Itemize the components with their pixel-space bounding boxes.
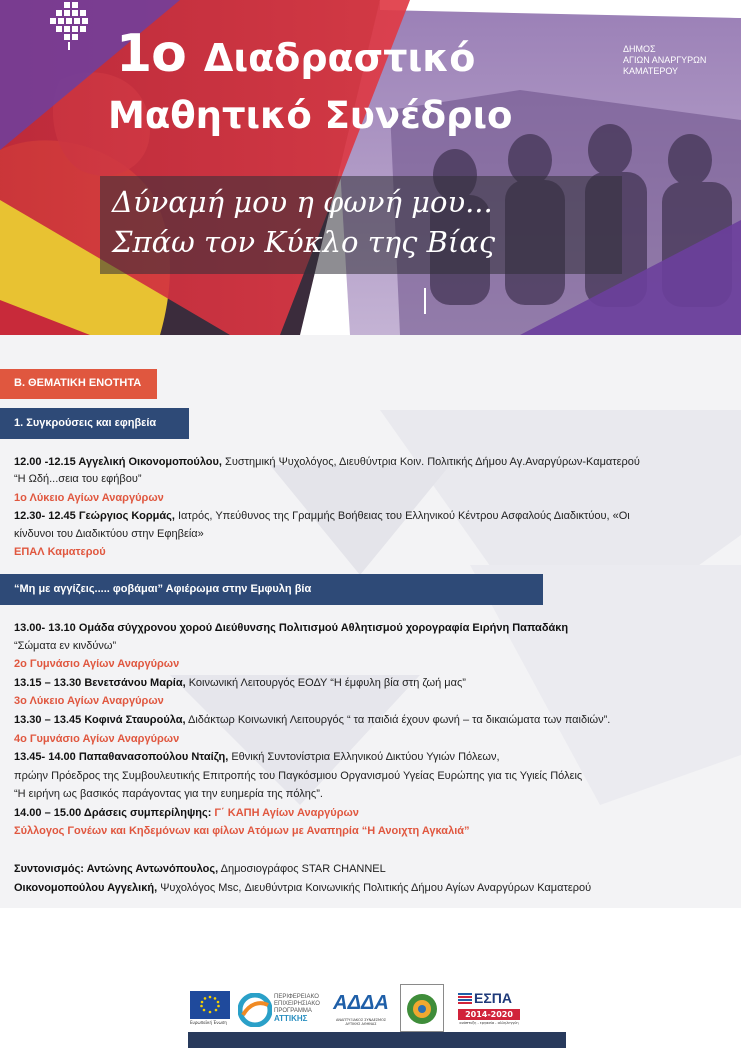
coordinator: Συντονισμός: Αντώνης Αντωνόπουλος,	[14, 863, 219, 875]
school-name: 1ο Λύκειο Αγίων Αναργύρων	[14, 492, 164, 504]
coordination-line1	[14, 862, 727, 876]
logo-line: ΑΓΙΩΝ ΑΝΑΡΓΥΡΩΝ	[623, 55, 707, 65]
coordination-line2	[14, 881, 727, 895]
speaker: 13.30 – 13.45 Κοφινά Σταυρούλα,	[14, 714, 186, 726]
footer-bar	[188, 1032, 566, 1048]
speaker: 12.00 -12.15 Αγγελική Οικονομοπούλου,	[14, 456, 222, 468]
hero-divider	[424, 288, 426, 314]
block2-line2: “Σώματα εν κινδύνω”	[14, 640, 117, 652]
speaker: 14.00 – 15.00 Δράσεις συμπερίληψης:	[14, 807, 212, 819]
globe-icon	[401, 985, 443, 1031]
speaker: 12.30- 12.45 Γεώργιος Κορμάς,	[14, 510, 175, 522]
school-name: 2ο Γυμνάσιο Αγίων Αναργύρων	[14, 658, 180, 670]
coordinator-desc: Ψυχολόγος Msc, Διευθύντρια Κοινωνικής Πολιτικής Δήμου Αγίων Αναργύρων Καματερού	[157, 882, 592, 894]
espa-years: 2014-2020	[458, 1009, 520, 1020]
eu-label: Ευρωπαϊκή Ένωση	[190, 1020, 227, 1025]
logo-line: ΔΗΜΟΣ	[623, 44, 656, 54]
school-network-logo	[400, 984, 444, 1032]
periph-line: ΠΡΟΓΡΑΜΜΑ	[274, 1008, 312, 1014]
block2-line11	[14, 806, 727, 820]
speaker-desc: Διδάκτωρ Κοινωνική Λειτουργός “ τα παιδιά έχουν φωνή – τα δικαιώματα των παιδιών”.	[185, 714, 611, 726]
block2-line4	[14, 676, 727, 690]
adda-logo: ΑΔΔΑ	[333, 992, 389, 1014]
hero-title-line1	[116, 24, 475, 84]
subtitle-line1: Δύναμή μου η φωνή μου...	[112, 185, 493, 219]
sponsor-footer	[0, 908, 741, 1048]
attica-program-text	[274, 994, 320, 1022]
hero-title-line2: Μαθητικό Συνέδριο	[108, 94, 513, 137]
block1-line1	[14, 455, 727, 469]
coordinator: Οικονομοπούλου Αγγελική,	[14, 882, 158, 894]
speaker-desc: Συστημική Ψυχολόγος, Διευθύντρια Κοιν. Πολιτικής Δήμου Αγ.Αναργύρων-Καματερού	[221, 456, 640, 468]
speaker-desc: Κοινωνική Λειτουργός ΕΟΔΥ “Η έμφυλη βία στη ζωή μας”	[185, 677, 466, 689]
block2-line1	[14, 621, 727, 635]
block2-line8	[14, 750, 727, 764]
block1-header: 1. Συγκρούσεις και εφηβεία	[0, 408, 189, 439]
municipality-logo-text	[623, 44, 706, 77]
logo-line: ΚΑΜΑΤΕΡΟΥ	[623, 66, 679, 76]
program-content	[0, 335, 741, 908]
school-name: ΕΠΑΛ Καματερού	[14, 546, 106, 558]
speaker: 13.45- 14.00 Παπαθανασοπούλου Νταίζη,	[14, 751, 229, 763]
coordinator-desc: Δημοσιογράφος STAR CHANNEL	[218, 863, 386, 875]
section-header: Β. ΘΕΜΑΤΙΚΗ ΕΝΟΤΗΤΑ	[0, 369, 157, 399]
block2-line10: “Η ειρήνη ως βασικός παράγοντας για την ευημερία της πόλης”.	[14, 788, 323, 800]
association-name: Σύλλογος Γονέων και Κηδεμόνων και φίλων Ατόμων με Αναπηρία “Η Ανοιχτη Αγκαλιά”	[14, 825, 470, 837]
espa-logo	[458, 990, 520, 1030]
speaker: 13.00- 13.10 Ομάδα σύγχρονου χορού Διεύθυνσης Πολιτισμού Αθλητισμού χορογραφία Ειρήνη Παπαδάκη	[14, 622, 569, 634]
block1-line4	[14, 509, 727, 523]
block2-header: “Μη με αγγίζεις..... φοβάμαι” Αφιέρωμα στην Εμφυλη βία	[0, 574, 543, 605]
school-name: 4ο Γυμνάσιο Αγίων Αναργύρων	[14, 733, 180, 745]
eu-flag-icon	[190, 991, 230, 1019]
periph-line: ΑΤΤΙΚΗΣ	[274, 1014, 308, 1023]
block2-line9: πρώην Πρόεδρος της Συμβουλευτικής Επιτροπής του Παγκόσμιου Οργανισμού Υγείας Ευρώπης για τις Υγιείς Πόλεις	[14, 770, 583, 782]
municipality-logo-icon	[0, 0, 150, 50]
speaker-desc: Εθνική Συντονίστρια Ελληνικού Δικτύου Υγιών Πόλεων,	[228, 751, 500, 763]
title-word: Διαδραστικό	[203, 36, 476, 80]
attica-program-icon	[238, 993, 272, 1027]
adda-sub: ΑΝΑΠΤΥΞΙΑΚΟΣ ΣΥΝΔΕΣΜΟΣ ΔΥΤΙΚΗΣ ΑΘΗΝΑΣ	[335, 1018, 387, 1026]
flag-icon	[458, 993, 472, 1005]
school-name: Γ΄ ΚΑΠΗ Αγίων Αναργύρων	[211, 807, 359, 819]
periph-line: ΠΕΡΙΦΕΡΕΙΑΚΟ	[274, 994, 319, 1000]
block1-line2: “Η Ωδή...σεια του εφήβου”	[14, 473, 142, 485]
espa-sub: ανάπτυξη - εργασία - αλληλεγγύη	[459, 1021, 519, 1025]
subtitle-line2: Σπάω τον Κύκλο της Βίας	[112, 225, 496, 259]
block1-line5: κίνδυνοι του Διαδικτύου στην Εφηβεία»	[14, 528, 204, 540]
hero-banner	[0, 0, 741, 335]
hero-subtitle	[112, 182, 495, 262]
block2-line6	[14, 713, 727, 727]
school-name: 3ο Λύκειο Αγίων Αναργύρων	[14, 695, 164, 707]
title-number: 1o	[116, 24, 186, 84]
speaker: 13.15 – 13.30 Βενετσάνου Μαρία,	[14, 677, 186, 689]
periph-line: ΕΠΙΧΕΙΡΗΣΙΑΚΟ	[274, 1001, 320, 1007]
espa-title: ΕΣΠΑ	[474, 990, 512, 1006]
speaker-desc: Ιατρός, Υπεύθυνος της Γραμμής Βοήθειας του Ελληνικού Κέντρου Ασφαλούς Διαδικτύου, «Οι	[174, 510, 630, 522]
